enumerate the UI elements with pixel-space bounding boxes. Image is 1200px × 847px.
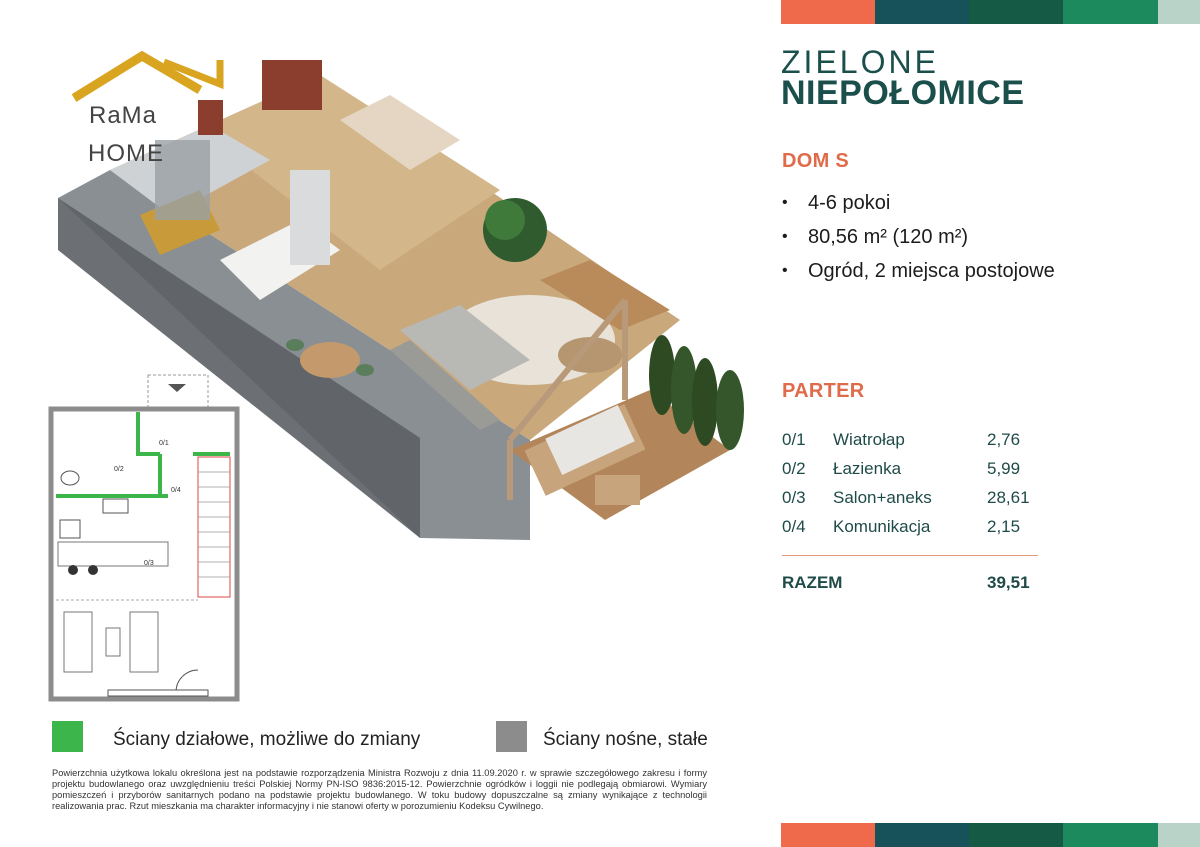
footnote-disclaimer: Powierzchnia użytkowa lokalu określona jest na podstawie rozporządzenia Ministra Rozwoju z dnia 11.09.2020 r. w sprawie szczegółowego zakresu i formy projektu budowlanego oraz uwzględnieniu treści Polskiej Normy PN-ISO 9836:2015-12. Powierzchnie ogródków i loggii nie podlegają obmiarowi. Wymiary pomieszczeń i przyborów sanitarnych podano na podstawie projektu budowlanego. W toku budowy dopuszczalne są zmiany wynikające z technologii realizowania prac. Rzut mieszkania ma charakter informacyjny i nie stanowi oferty w porozumieniu Kodeksu Cywilnego.: [52, 768, 707, 811]
room-table: [782, 425, 1047, 541]
svg-text:0/2: 0/2: [114, 466, 124, 473]
svg-text:0/3: 0/3: [144, 560, 154, 567]
table-row: 0/3 Salon+aneks 28,61: [782, 487, 1030, 507]
table-row: 0/4 Komunikacja 2,15: [782, 516, 1021, 536]
total-value: 39,51: [987, 573, 1030, 592]
svg-text:0/1: 0/1: [159, 440, 169, 447]
logo-text-line1: RaMa: [89, 102, 158, 129]
table-row: 0/2 Łazienka 5,99: [782, 458, 1021, 478]
table-row: 0/1 Wiatrołap 2,76: [782, 429, 1021, 449]
brand-title-line1: ZIELONE: [781, 44, 939, 80]
feature-list: [782, 186, 1055, 288]
svg-text:0/4: 0/4: [171, 487, 181, 494]
total-divider: [782, 555, 1038, 556]
bottom-color-bar: [781, 823, 1200, 847]
partition-wall-swatch: [52, 721, 83, 752]
feature-item: • 80,56 m² (120 m²): [782, 226, 969, 248]
bearing-wall-label: Ściany nośne, stałe: [543, 729, 708, 750]
bearing-wall-swatch: [496, 721, 527, 752]
total-label: RAZEM: [782, 573, 843, 592]
partition-wall-label: Ściany działowe, możliwe do zmiany: [113, 729, 421, 750]
floor-plan: [48, 372, 248, 707]
logo-text-line2: HOME: [88, 140, 164, 167]
brand-title-line2: NIEPOŁOMICE: [781, 74, 1025, 112]
floor-title: PARTER: [782, 380, 865, 402]
feature-item: • 4-6 pokoi: [782, 192, 891, 214]
feature-item: • Ogród, 2 miejsca postojowe: [782, 260, 1055, 282]
house-title: DOM S: [782, 150, 850, 172]
top-color-bar: [781, 0, 1200, 24]
